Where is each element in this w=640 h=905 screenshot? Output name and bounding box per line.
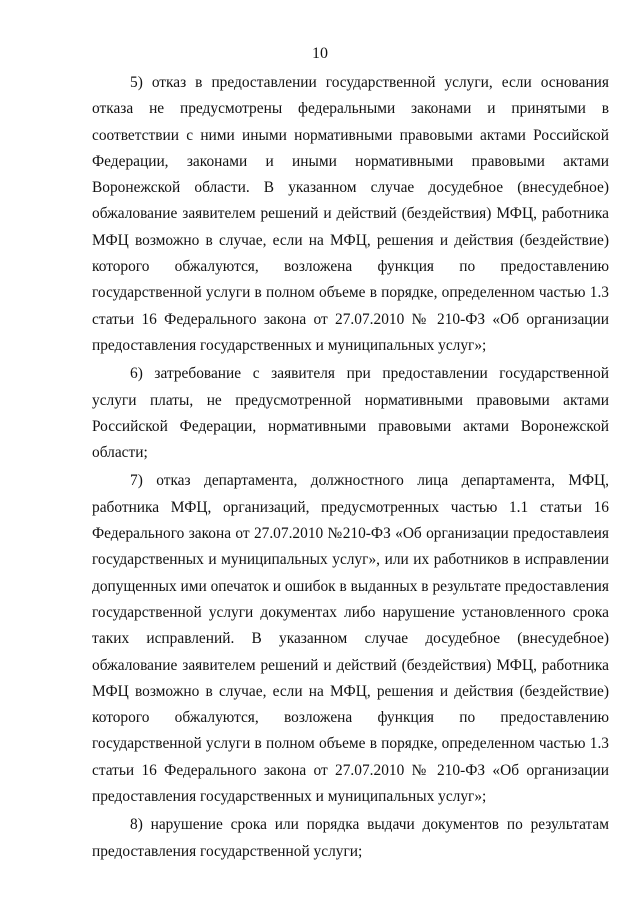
paragraph-item-8: 8) нарушение срока или порядка выдачи документов по результатам предоставления государственной услуги; [92, 816, 609, 860]
paragraph-item-5: 5) отказ в предоставлении государственной услуги, если основания отказа не предусмотрены федеральными законами и принятыми в соответствии с ними иными нормативными правовыми актами Российской Федерации, законами и иными нормативными правовыми актами Воронежской области. В указанном случае досудебное (внесудебное) обжалование заявителем решений и действий (бездействия) МФЦ, работника МФЦ возможно в случае, если на МФЦ, решения и действия (бездействие) которого обжалуются, возложена функция по предоставлению государственной услуги в полном объеме в порядке, определенном частью 1.3 статьи 16 Федерального закона от 27.07.2010 № 210-ФЗ «Об организации предоставления государственных и муниципальных услуг»; [92, 74, 609, 354]
paragraph-item-7: 7) отказ департамента, должностного лица департамента, МФЦ, работника МФЦ, организаций, предусмотренных частью 1.1 статьи 16 Федерального закона от 27.07.2010 №210-ФЗ «Об организации предоставлеия государственных и муниципальных услуг», или их работников в исправлении допущенных ими опечаток и ошибок в выданных в результате предоставления государственной услуги документах либо нарушение установленного срока таких исправлений. В указанном случае досудебное (внесудебное) обжалование заявителем решений и действий (бездействия) МФЦ, работника МФЦ возможно в случае, если на МФЦ, решения и действия (бездействие) которого обжалуются, возложена функция по предоставлению государственной услуги в полном объеме в порядке, определенном частью 1.3 статьи 16 Федерального закона от 27.07.2010 № 210-ФЗ «Об организации предоставления государственных и муниципальных услуг»; [92, 472, 609, 806]
document-body [92, 70, 609, 865]
page-number: 10 [312, 45, 328, 62]
paragraph-item-6: 6) затребование с заявителя при предоставлении государственной услуги платы, не предусмотренной нормативными правовыми актами Российской Федерации, нормативными правовыми актами Воронежской области; [92, 365, 609, 462]
